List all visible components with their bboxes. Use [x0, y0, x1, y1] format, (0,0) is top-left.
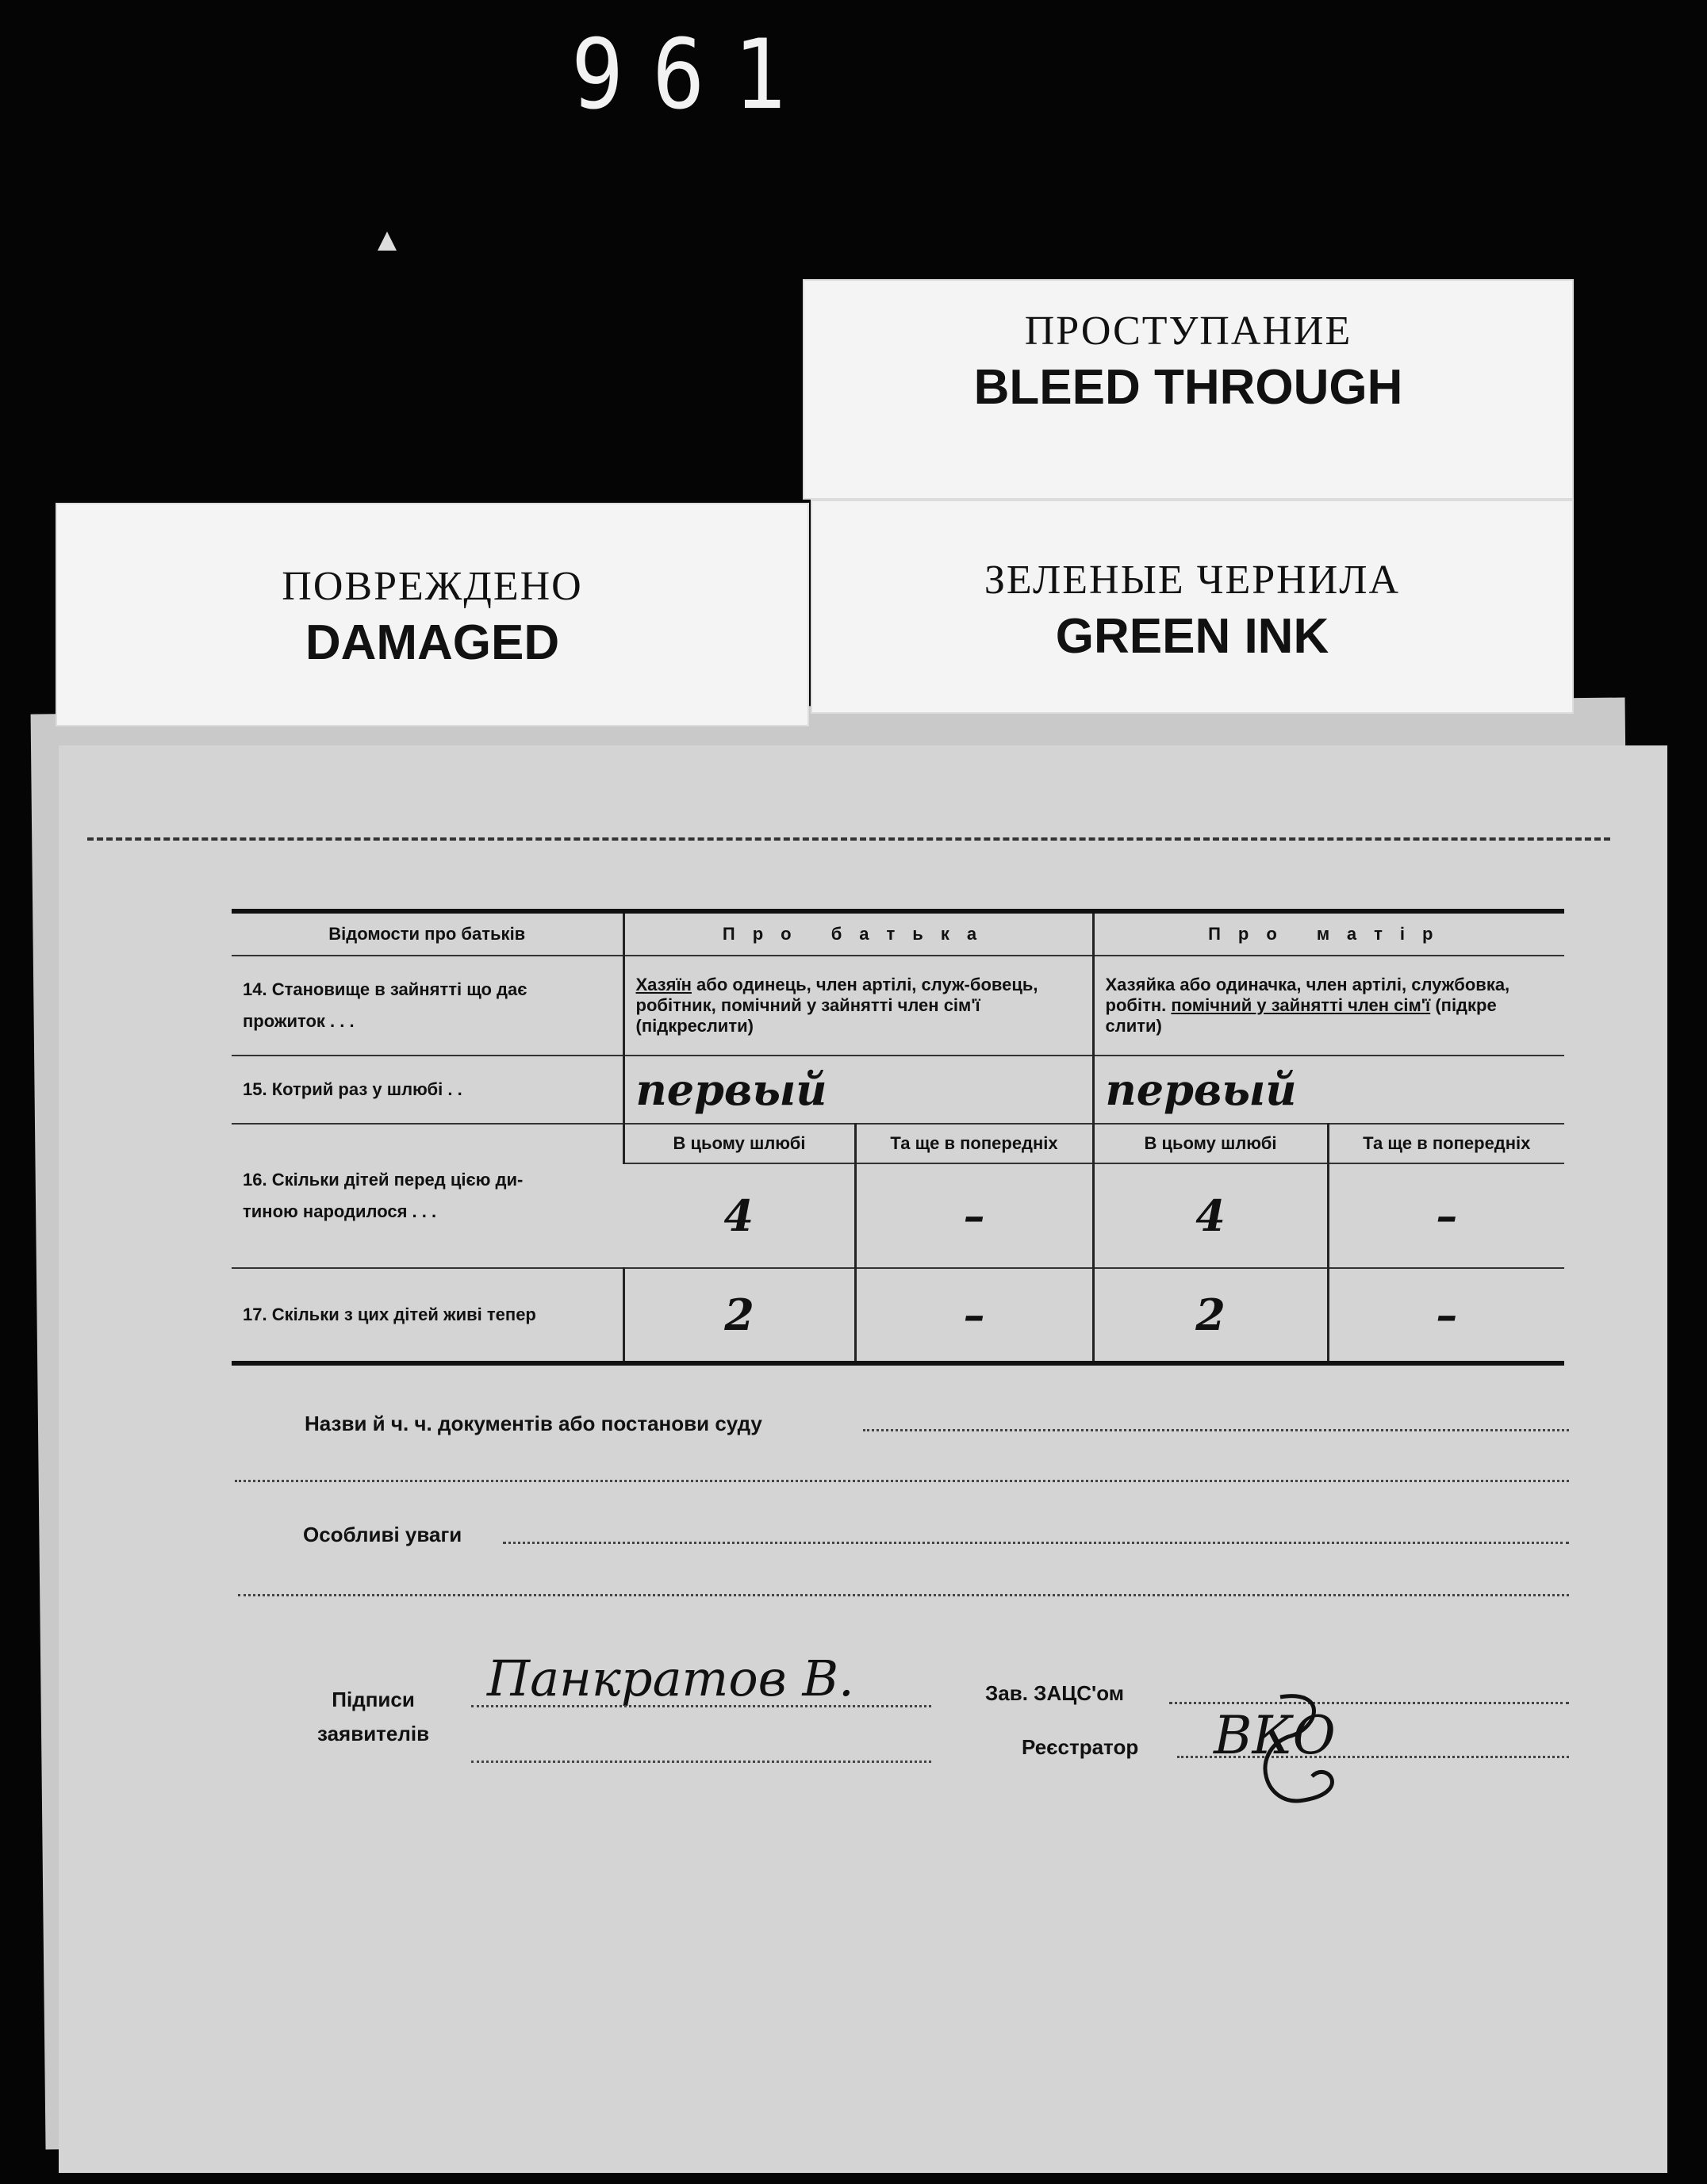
- bleed-through-tag-ru: ПРОСТУПАНИЕ: [1024, 308, 1352, 354]
- row16-mother-prev: –: [1328, 1163, 1564, 1268]
- row14-label-line2: прожиток . . .: [243, 1011, 355, 1031]
- father-previous-header: Та ще в попередніх: [855, 1124, 1093, 1163]
- tear-line: [87, 837, 1610, 841]
- row16-father-this: 4: [623, 1163, 855, 1268]
- row14-mother-underlined: помічний у зайнятті член сім'ї: [1171, 995, 1431, 1015]
- row16-father-prev: –: [855, 1163, 1093, 1268]
- header-father: Про батька: [623, 911, 1093, 956]
- parents-table: [232, 909, 1564, 1366]
- signatures-label: [317, 1688, 429, 1746]
- table-header-row: [232, 911, 1564, 956]
- row14-label: [232, 956, 623, 1056]
- frame-number: 961: [571, 18, 815, 131]
- header-mother: Про матір: [1093, 911, 1564, 956]
- signature-line-2: [471, 1761, 931, 1763]
- film-speck: [378, 232, 397, 251]
- bleed-through-tag: [803, 279, 1574, 500]
- documents-label: Назви й ч. ч. документів або постанови суду: [305, 1412, 762, 1435]
- mother-previous-header: Та ще в попередніх: [1328, 1124, 1564, 1163]
- green-ink-tag-ru: ЗЕЛЕНЫЕ ЧЕРНИЛА: [984, 557, 1401, 603]
- row14-father-text: або одинець, член артілі, служ-бовець, робітник, помічний у зайнятті член сім'ї (підкреслити): [635, 975, 1038, 1036]
- documents-line: [863, 1429, 1569, 1431]
- applicant-signature: Панкратов В.: [487, 1649, 854, 1707]
- damaged-tag-ru: ПОВРЕЖДЕНО: [282, 564, 583, 609]
- documents-line-2: [235, 1480, 1569, 1482]
- row-children-alive: [232, 1268, 1564, 1363]
- header-parents-info: Відомости про батьків: [232, 911, 623, 956]
- row16-label-line2: тиною народилося . . .: [243, 1201, 437, 1221]
- row15-mother-value: первый: [1093, 1056, 1564, 1124]
- row17-label: 17. Скільки з цих дітей живі тепер: [232, 1268, 623, 1363]
- father-this-marriage-header: В цьому шлюбі: [623, 1124, 855, 1163]
- row14-label-line1: 14. Становище в зайнятті що дає: [243, 979, 527, 999]
- registrar-signature: ВКО: [1214, 1705, 1336, 1766]
- mother-this-marriage-header: В цьому шлюбі: [1093, 1124, 1328, 1163]
- row-subheaders: [232, 1124, 1564, 1163]
- signature-line-1: [471, 1705, 931, 1707]
- row14-mother-text: Хазяйка або одиначка, член артілі, службовка, робітн.: [1105, 975, 1510, 1015]
- row16-mother-this: 4: [1093, 1163, 1328, 1268]
- green-ink-tag: [811, 500, 1574, 714]
- head-label: Зав. ЗАЦС'ом: [985, 1681, 1124, 1705]
- notes-line-2: [238, 1594, 1569, 1596]
- row-occupation: [232, 956, 1564, 1056]
- registrar-flourish: [1233, 1681, 1391, 1840]
- damaged-tag-en: DAMAGED: [305, 615, 560, 670]
- row17-mother-this: 2: [1093, 1268, 1328, 1363]
- row14-mother-tail: (підкре слити): [1105, 995, 1497, 1036]
- bleed-through-tag-en: BLEED THROUGH: [973, 360, 1403, 415]
- notes-label: Особливі уваги: [303, 1523, 462, 1546]
- row17-father-prev: –: [855, 1268, 1093, 1363]
- row15-father-value: первый: [623, 1056, 1093, 1124]
- row-marriage-number: [232, 1056, 1564, 1124]
- notes-line: [503, 1542, 1569, 1544]
- signatures-label-line1: Підписи: [332, 1688, 415, 1711]
- damaged-tag: [56, 503, 809, 726]
- row15-label: 15. Котрий раз у шлюбі . .: [232, 1056, 623, 1124]
- row14-father: [623, 956, 1093, 1056]
- row14-mother: [1093, 956, 1564, 1056]
- green-ink-tag-en: GREEN INK: [1055, 609, 1329, 664]
- row17-father-this: 2: [623, 1268, 855, 1363]
- signatures-label-line2: заявителів: [317, 1722, 430, 1745]
- row16-label-line1: 16. Скільки дітей перед цією ди-: [243, 1170, 524, 1190]
- row17-mother-prev: –: [1328, 1268, 1564, 1363]
- registrar-label: Реєстратор: [1022, 1735, 1139, 1759]
- row16-label: [232, 1124, 623, 1268]
- row14-father-underlined: Хазяїн: [635, 975, 692, 994]
- record-sheet: [59, 745, 1667, 2173]
